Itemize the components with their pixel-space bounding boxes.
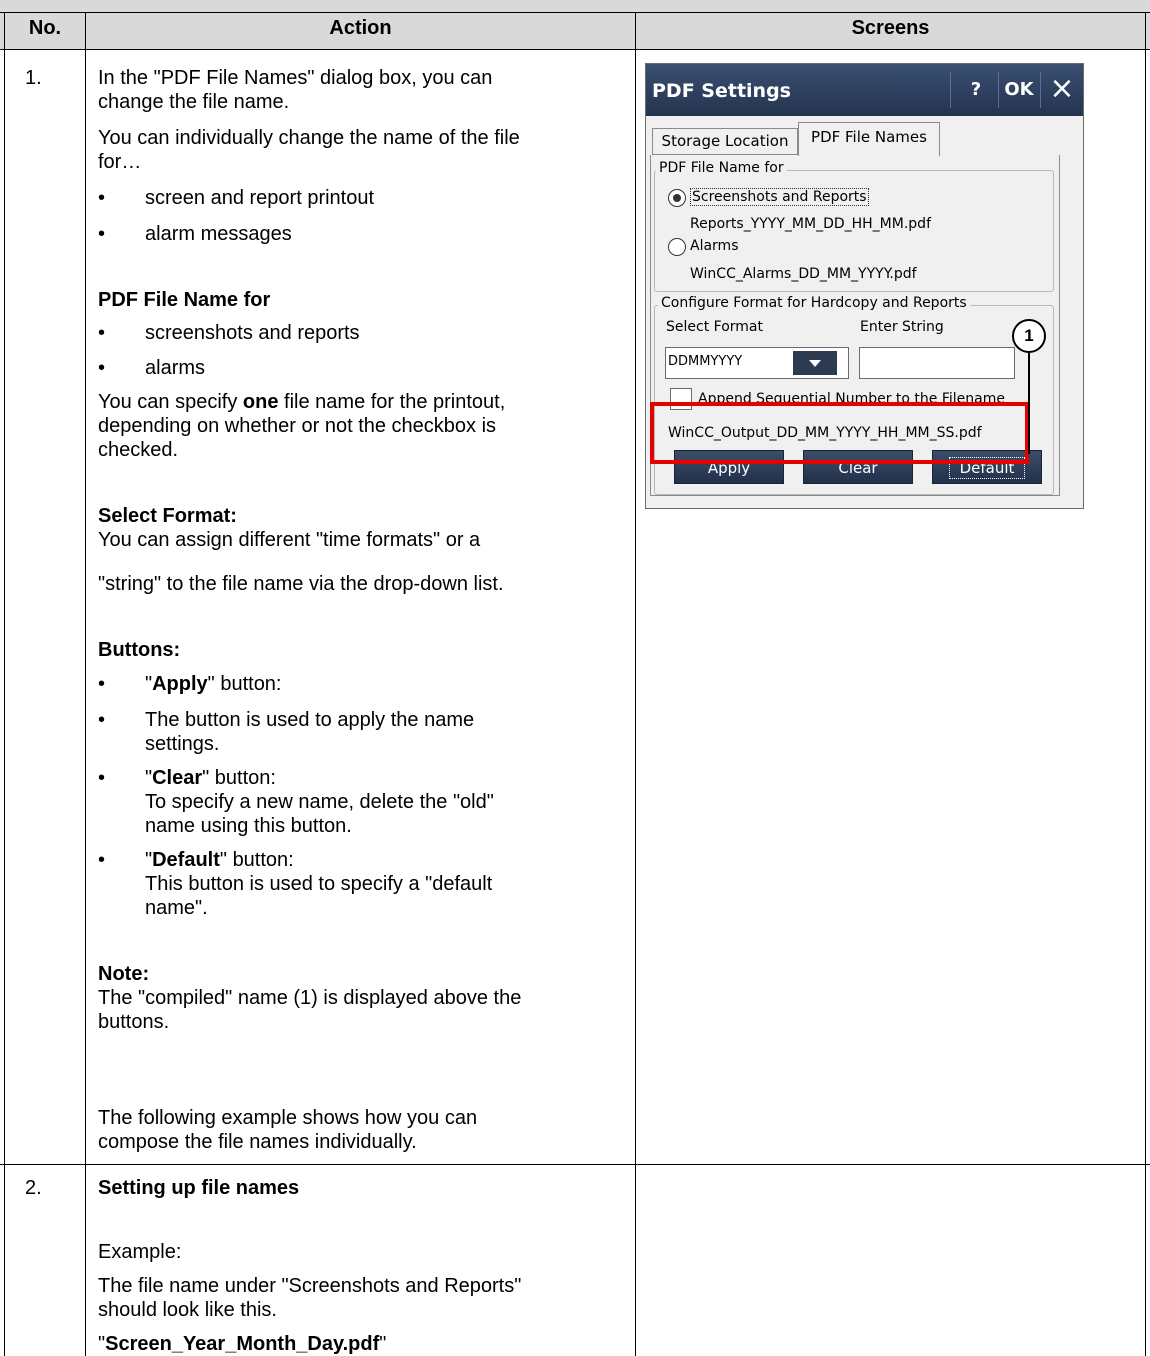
intro-line-3: You can individually change the name of the file	[98, 127, 520, 149]
apply-desc-2: settings.	[145, 733, 220, 755]
bullet: •	[98, 709, 106, 731]
screenshots-filename: Reports_YYYY_MM_DD_HH_MM.pdf	[690, 216, 931, 232]
header-action: Action	[329, 17, 392, 39]
select-line-1: You can assign different "time formats" or a	[98, 529, 481, 551]
column-divider-1	[85, 12, 86, 1356]
buttons-heading: Buttons:	[98, 639, 181, 661]
list-item: screenshots and reports	[145, 322, 360, 344]
default-button[interactable]: Default	[932, 450, 1042, 484]
apply-item: "Apply" button:	[145, 673, 282, 695]
specify-line-2: depending on whether or not the checkbox is	[98, 415, 497, 437]
close-icon[interactable]: ×	[1049, 71, 1075, 106]
header-screens: Screens	[851, 17, 930, 39]
select-line-2: "string" to the file name via the drop-down list.	[98, 573, 504, 595]
note-heading: Note:	[98, 963, 150, 985]
radio-screenshots[interactable]	[668, 189, 686, 207]
chevron-down-icon[interactable]	[793, 351, 837, 375]
row2-filename: "Screen_Year_Month_Day.pdf"	[98, 1333, 387, 1355]
tab-storage-location[interactable]: Storage Location	[652, 128, 798, 155]
list-item: alarms	[145, 357, 206, 379]
apply-desc-1: The button is used to apply the name	[145, 709, 475, 731]
bullet: •	[98, 357, 106, 379]
intro-line-1: In the "PDF File Names" dialog box, you can	[98, 67, 493, 89]
clear-button[interactable]: Clear	[803, 450, 913, 484]
intro-line-2: change the file name.	[98, 91, 290, 113]
default-item: "Default" button:	[145, 849, 294, 871]
row2-example: Example:	[98, 1241, 182, 1263]
clear-desc-2: name using this button.	[145, 815, 352, 837]
enter-string-label: Enter String	[860, 319, 944, 335]
dialog-title: PDF Settings	[652, 80, 791, 102]
group-title: PDF File Name for	[656, 160, 787, 176]
row2-line-2: should look like this.	[98, 1299, 277, 1321]
table-border-left	[4, 12, 5, 1356]
apply-button[interactable]: Apply	[674, 450, 784, 484]
bullet: •	[98, 187, 106, 209]
bullet: •	[98, 223, 106, 245]
group-title: Configure Format for Hardcopy and Reports	[658, 295, 970, 311]
example-line-1: The following example shows how you can	[98, 1107, 478, 1129]
list-item: alarm messages	[145, 223, 292, 245]
bullet: •	[98, 322, 106, 344]
specify-line-3: checked.	[98, 439, 179, 461]
radio-alarms[interactable]	[668, 238, 686, 256]
format-value: DDMMYYYY	[668, 354, 743, 369]
select-format-heading: Select Format:	[98, 505, 237, 527]
note-line-1: The "compiled" name (1) is displayed above the	[98, 987, 522, 1009]
select-format-label: Select Format	[666, 319, 763, 335]
example-line-2: compose the file names individually.	[98, 1131, 417, 1153]
row2-line-1: The file name under "Screenshots and Reports"	[98, 1275, 522, 1297]
compiled-filename: WinCC_Output_DD_MM_YYYY_HH_MM_SS.pdf	[668, 425, 982, 441]
default-desc-1: This button is used to specify a "default	[145, 873, 493, 895]
callout-leader-line	[1028, 352, 1030, 454]
dialog-titlebar	[646, 64, 1083, 116]
table-border-right	[1145, 12, 1146, 1356]
default-desc-2: name".	[145, 897, 208, 919]
alarms-filename: WinCC_Alarms_DD_MM_YYYY.pdf	[690, 266, 917, 282]
list-item: screen and report printout	[145, 187, 375, 209]
pdf-heading: PDF File Name for	[98, 289, 271, 311]
tab-pdf-file-names[interactable]: PDF File Names	[798, 122, 940, 156]
radio-label-screenshots[interactable]: Screenshots and Reports	[692, 189, 867, 205]
checkbox-label[interactable]: Append Sequential Number to the Filename	[698, 391, 1005, 407]
row2-heading: Setting up file names	[98, 1177, 300, 1199]
intro-line-4: for…	[98, 151, 142, 173]
row-number: 1.	[25, 67, 42, 89]
column-divider-2	[635, 12, 636, 1356]
table-border-top	[0, 12, 1150, 13]
bullet: •	[98, 849, 106, 871]
bullet: •	[98, 673, 106, 695]
header-divider	[0, 49, 1150, 50]
row-number: 2.	[25, 1177, 42, 1199]
clear-desc-1: To specify a new name, delete the "old"	[145, 791, 494, 813]
header-no: No.	[28, 17, 62, 39]
format-dropdown[interactable]	[665, 347, 849, 379]
clear-item: "Clear" button:	[145, 767, 276, 789]
radio-label-alarms[interactable]: Alarms	[690, 238, 739, 254]
callout-marker: 1	[1012, 319, 1046, 353]
help-button[interactable]: ?	[970, 79, 982, 100]
note-line-2: buttons.	[98, 1011, 170, 1033]
row-divider	[0, 1164, 1150, 1165]
bullet: •	[98, 767, 106, 789]
ok-button[interactable]: OK	[1004, 79, 1034, 100]
enter-string-input[interactable]	[859, 347, 1015, 379]
compiled-name-highlight	[650, 402, 1029, 464]
specify-line-1: You can specify one file name for the printout,	[98, 391, 506, 413]
